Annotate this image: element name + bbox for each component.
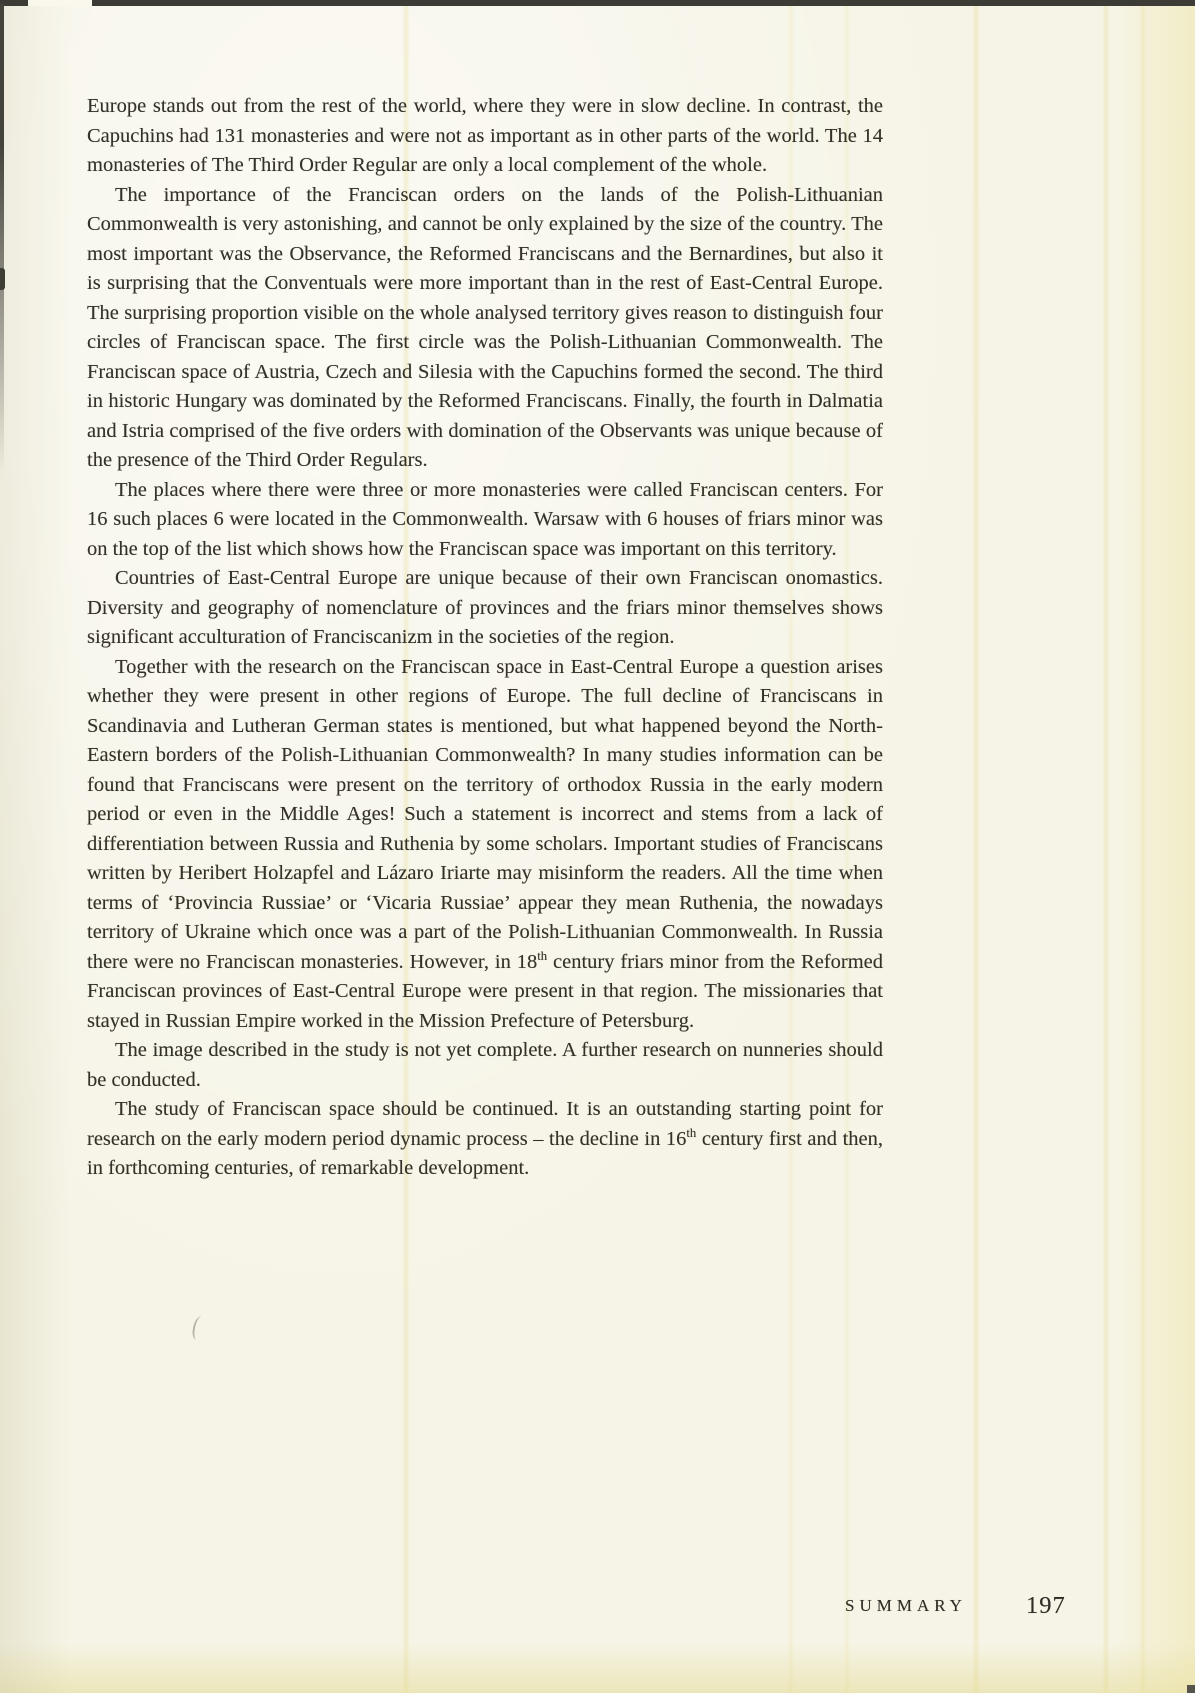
text-block (87, 92, 883, 1184)
paragraph: The image described in the study is not yet complete. A further research on nunneries should be conducted. (87, 1039, 883, 1091)
scan-mark-left (0, 268, 5, 290)
page-number: 197 (1026, 1592, 1066, 1619)
paragraph: The study of Franciscan space should be continued. It is an outstanding starting point for research on the early modern period dynamic process – the decline in 16th century first and then, in forthcoming centuries, of remarkable development. (87, 1098, 883, 1179)
page-footer (0, 1592, 1195, 1622)
paper-streak (1104, 0, 1108, 1693)
paragraph: Together with the research on the Franciscan space in East-Central Europe a question arises whether they were present in other regions of Europe. The full decline of Franciscans in Scandinavia and Lutheran German states is mentioned, but what happened beyond the North-Eastern borders of the Polish-Lithuanian Commonwealth? In many studies information can be found that Franciscans were present on the territory of orthodox Russia in the early modern period or even in the Middle Ages! Such a statement is incorrect and stems from a lack of differentiation between Russia and Ruthenia by some scholars. Important studies of Franciscans written by Heribert Holzapfel and Lázaro Iriarte may misinform the readers. All the time when terms of ‘Provincia Russiae’ or ‘Vicaria Russiae’ appear they mean Ruthenia, the nowadays territory of Ukraine which once was a part of the Polish-Lithuanian Commonwealth. In Russia there were no Franciscan monasteries. However, in 18th century friars minor from the Reformed Franciscan provinces of East-Central Europe were present in that region. The missionaries that stayed in Russian Empire worked in the Mission Prefecture of Petersburg. (87, 655, 883, 1032)
scan-speck-bottom-right (1187, 1685, 1195, 1693)
paragraph: Countries of East-Central Europe are unique because of their own Franciscan onomastics. Diversity and geography of nomenclature of provinces and the friars minor themselves shows significant acculturation of Franciscanizm in the societies of the region. (87, 567, 883, 648)
paper-streak (974, 0, 978, 1693)
paper-streak (1141, 0, 1145, 1693)
scan-edge-left (0, 4, 4, 474)
pencil-mark (191, 1315, 206, 1340)
paragraph: The places where there were three or more monasteries were called Franciscan centers. For 16 such places 6 were located in the Commonwealth. Warsaw with 6 houses of friars minor was on the top of the list which shows how the Franciscan space was important on this territory. (87, 478, 883, 560)
paragraph: The importance of the Franciscan orders on the lands of the Polish-Lithuanian Commonwealth is very astonishing, and cannot be only explained by the size of the country. The most important was the Observance, the Reformed Franciscans and the Bernardines, but also it is surprising that the Conventuals were more important than in the rest of East-Central Europe. The surprising proportion visible on the whole analysed territory gives reason to distinguish four circles of Franciscan space. The first circle was the Polish-Lithuanian Commonwealth. The Franciscan space of Austria, Czech and Silesia with the Capuchins formed the second. The third in historic Hungary was dominated by the Reformed Franciscans. Finally, the fourth in Dalmatia and Istria comprised of the five orders with domination of the Observants was unique because of the presence of the Third Order Regulars. (87, 183, 883, 471)
scan-edge-gap (28, 0, 92, 6)
running-head: SUMMARY (845, 1596, 967, 1615)
scan-edge-top (0, 0, 1195, 6)
paragraph: Europe stands out from the rest of the world, where they were in slow decline. In contrast, the Capuchins had 131 monasteries and were not as important as in other parts of the world. The 14 monasteries of The Third Order Regular are only a local complement of the whole. (87, 95, 883, 176)
